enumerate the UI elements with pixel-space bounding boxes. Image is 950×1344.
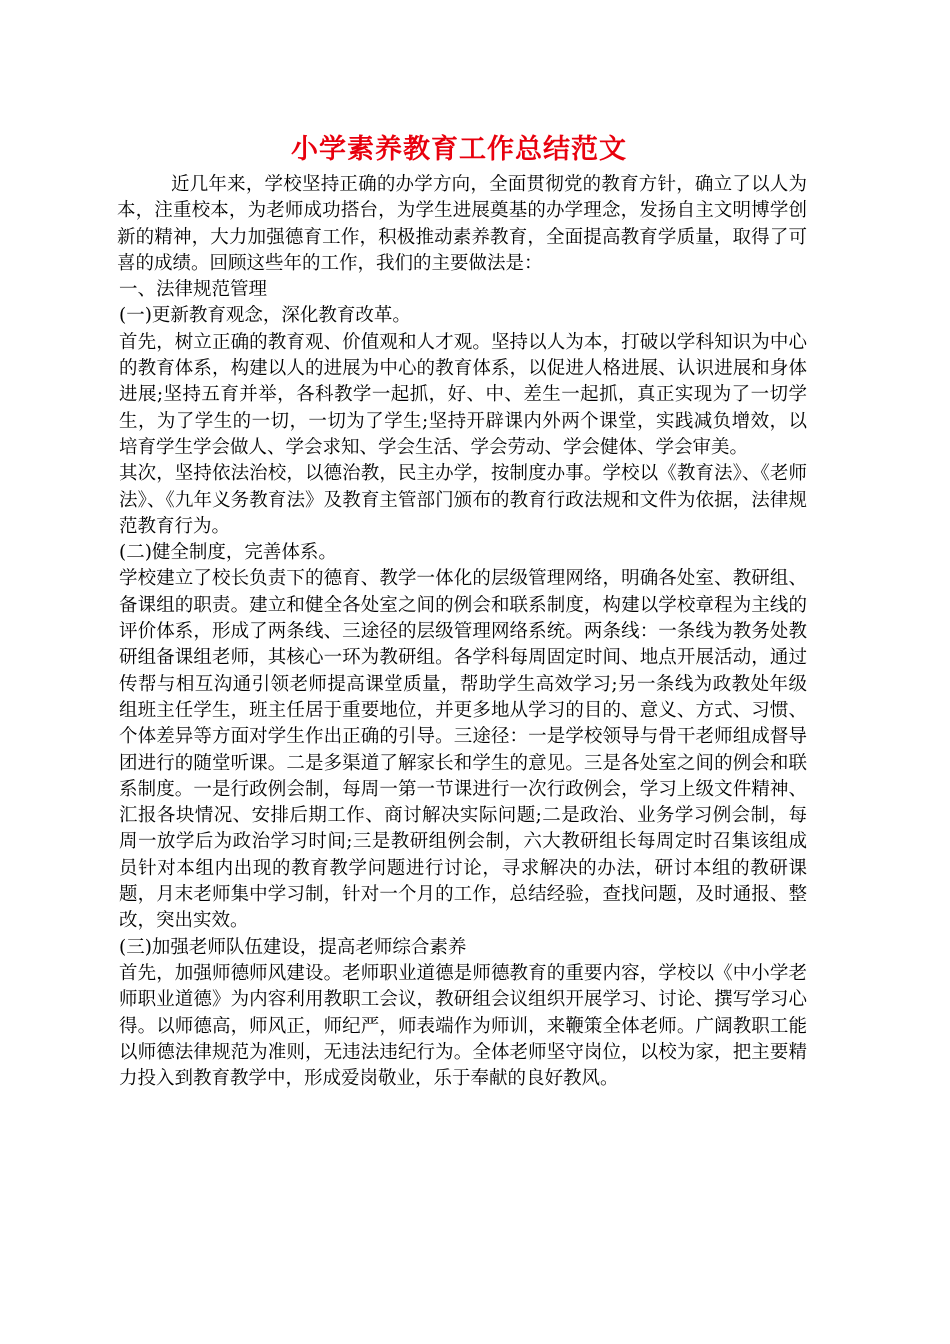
body-paragraph-4: 首先，加强师德师风建设。老师职业道德是师德教育的重要内容，学校以《中小学老师职业道德》为内容利用教职工会议，教研组会议组织开展学习、讨论、撰写学习心得。以师德高，师风正，师纪严，师表端作为师训，来鞭策全体老师。广阔教职工能以师德法律规范为准则，无违法违纪行为。全体老师坚守岗位，以校为家，把主要精力投入到教育教学中，形成爱岗敬业，乐于奉献的良好教风。: [119, 962, 807, 1090]
document-title: 小学素养教育工作总结范文: [291, 134, 627, 165]
body-paragraph-1: 首先，树立正确的教育观、价值观和人才观。坚持以人为本，打破以学科知识为中心的教育体系，构建以人的进展为中心的教育体系，以促进人格进展、认识进展和身体进展;坚持五育并举，各科教学一起抓，好、中、差生一起抓，真正实现为了一切学生，为了学生的一切，一切为了学生;坚持开辟课内外两个课堂，实践减负增效，以培育学生学会做人、学会求知、学会生活、学会劳动、学会健体、学会审美。: [119, 331, 807, 458]
body-paragraph-2: 其次，坚持依法治校，以德治教，民主办学，按制度办事。学校以《教育法》、《老师法》、《九年义务教育法》及教育主管部门颁布的教育行政法规和文件为依据，法律规范教育行为。: [119, 463, 807, 537]
document-page: [117, 128, 807, 1092]
subsection-heading-2: (二)健全制度，完善体系。: [119, 542, 337, 564]
section-heading-1: 一、法律规范管理: [119, 279, 268, 301]
subsection-heading-3: (三)加强老师队伍建设，提高老师综合素养: [119, 936, 467, 958]
body-paragraph-3: 学校建立了校长负责下的德育、教学一体化的层级管理网络，明确各处室、教研组、备课组的职责。建立和健全各处室之间的例会和联系制度，构建以学校章程为主线的评价体系，形成了两条线、三途径的层级管理网络系统。两条线：一条线为教务处教研组备课组老师，其核心一环为教研组。各学科每周固定时间、地点开展活动，通过传帮与相互沟通引领老师提高课堂质量，帮助学生高效学习;另一条线为政教处年级组班主任学生，班主任居于重要地位，并更多地从学习的目的、意义、方式、习惯、个体差异等方面对学生作出正确的引导。三途径：一是学校领导与骨干老师组成督导团进行的随堂听课。二是多渠道了解家长和学生的意见。三是各处室之间的例会和联系制度。一是行政例会制，每周一第一节课进行一次行政例会，学习上级文件精神、汇报各块情况、安排后期工作、商讨解决实际问题;二是政治、业务学习例会制，每周一放学后为政治学习时间;三是教研组例会制，六大教研组长每周定时召集该组成员针对本组内出现的教育教学问题进行讨论，寻求解决的办法，研讨本组的教研课题，月末老师集中学习制，针对一个月的工作，总结经验，查找问题，及时通报、整改，突出实效。: [119, 568, 807, 932]
subsection-heading-1: (一)更新教育观念，深化教育改革。: [119, 305, 411, 327]
intro-paragraph: 近几年来，学校坚持正确的办学方向，全面贯彻党的教育方针，确立了以人为本，注重校本，为老师成功搭台，为学生进展奠基的办学理念，发扬自主文明博学创新的精神，大力加强德育工作，积极推动素养教育，全面提高教育学质量，取得了可喜的成绩。回顾这些年的工作，我们的主要做法是：: [117, 174, 807, 274]
